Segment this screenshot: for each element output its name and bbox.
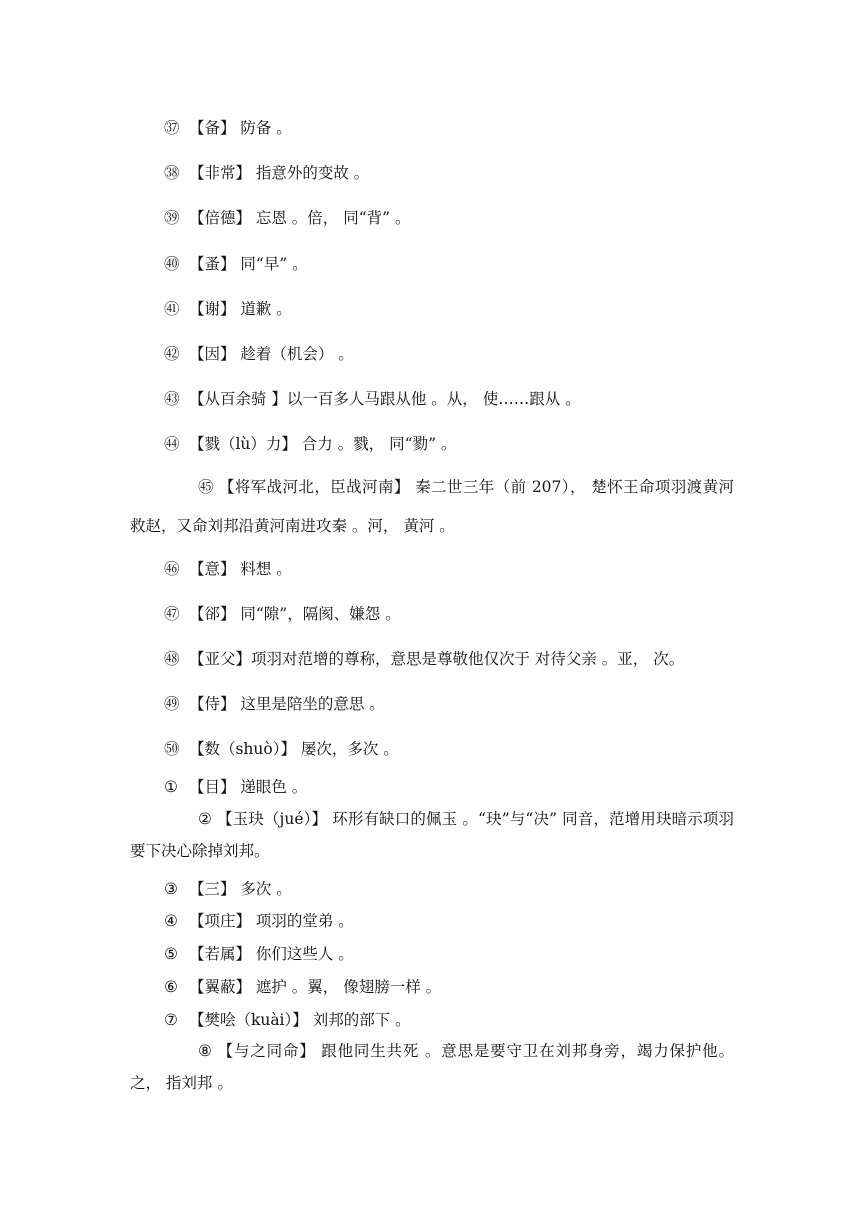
note-text: 【戮（lù）力】 合力 。戮， 同“勠” 。 <box>188 435 457 453</box>
note-text: 【三】 多次 。 <box>188 880 292 898</box>
note-number: ① <box>164 778 178 796</box>
note-number: ㊵ <box>164 255 180 273</box>
note-39 <box>130 206 734 228</box>
note-50 <box>130 737 734 759</box>
note-3 <box>130 877 734 899</box>
note-text: 【从百余骑 】以一百多人马跟从他 。从， 使……跟从 。 <box>188 390 581 408</box>
note-text: 【数（shuò）】 屡次，多次 。 <box>188 740 399 758</box>
note-number: ㊻ <box>164 560 180 578</box>
note-text: 【亚父】项羽对范增的尊称，意思是尊敬他仅次于 对待父亲 。亚， 次。 <box>188 650 685 668</box>
note-text: 【将军战河北，臣战河南】 秦二世三年（前 207）， 楚怀王命项羽渡黄河救赵，又命刘邦沿黄河南进攻秦 。河， 黄河 。 <box>130 478 734 535</box>
note-number: ③ <box>164 880 178 898</box>
note-40 <box>130 252 734 274</box>
note-text: 【蚤】 同“早” 。 <box>188 255 308 273</box>
note-6 <box>130 975 734 997</box>
note-number: ㊴ <box>164 209 180 227</box>
note-number: ⑦ <box>164 1011 178 1029</box>
note-number: ⑤ <box>164 945 178 963</box>
note-47 <box>130 602 734 624</box>
note-38 <box>130 161 734 183</box>
note-number: ㊳ <box>164 164 180 182</box>
note-text: 【因】 趁着（机会） 。 <box>188 345 354 363</box>
note-number: ㊽ <box>164 650 180 668</box>
note-37 <box>130 116 734 138</box>
note-text: 【项庄】 项羽的堂弟 。 <box>188 912 354 930</box>
note-4 <box>130 909 734 931</box>
note-46 <box>130 557 734 579</box>
note-number: ㊼ <box>164 605 180 623</box>
note-number: ⑧ <box>198 1042 212 1060</box>
note-number: ㊹ <box>164 435 180 453</box>
note-text: 【玉玦（jué）】 环形有缺口的佩玉 。“玦”与“决” 同音，范增用玦暗示项羽要下决心除掉刘邦。 <box>130 810 734 860</box>
note-text: 【备】 防备 。 <box>188 119 292 137</box>
note-number: ㊲ <box>164 119 180 137</box>
note-45 <box>130 468 734 546</box>
note-number: ㊶ <box>164 300 180 318</box>
note-number: ㊺ <box>198 478 214 496</box>
note-number: ⑥ <box>164 978 178 996</box>
note-text: 【若属】 你们这些人 。 <box>188 945 354 963</box>
note-text: 【非常】 指意外的变故 。 <box>188 164 370 182</box>
note-5 <box>130 942 734 964</box>
note-41 <box>130 297 734 319</box>
note-text: 【翼蔽】 遮护 。翼， 像翅膀一样 。 <box>188 978 442 996</box>
note-text: 【侍】 这里是陪坐的意思 。 <box>188 695 385 713</box>
note-text: 【目】 递眼色 。 <box>188 778 308 796</box>
note-number: ② <box>198 810 212 828</box>
note-text: 【谢】 道歉 。 <box>188 300 292 318</box>
note-49 <box>130 692 734 714</box>
note-8 <box>130 1035 734 1099</box>
note-44 <box>130 432 734 454</box>
note-2 <box>130 803 734 867</box>
note-number: ㊿ <box>164 740 180 758</box>
note-42 <box>130 342 734 364</box>
note-number: ㊷ <box>164 345 180 363</box>
note-text: 【樊哙（kuài）】 刘邦的部下 。 <box>188 1011 411 1029</box>
note-text: 【与之同命】 跟他同生共死 。意思是要守卫在刘邦身旁，竭力保护他。之， 指刘邦 。 <box>130 1042 734 1092</box>
note-text: 【意】 料想 。 <box>188 560 292 578</box>
note-number: ㊾ <box>164 695 180 713</box>
note-48 <box>130 647 734 669</box>
note-1 <box>130 775 734 797</box>
note-text: 【郤】 同“隙”，隔阂、嫌怨 。 <box>188 605 401 623</box>
note-number: ④ <box>164 912 178 930</box>
note-43 <box>130 387 734 409</box>
note-7 <box>130 1008 734 1030</box>
note-text: 【倍德】 忘恩 。倍， 同“背” 。 <box>188 209 411 227</box>
note-number: ㊸ <box>164 390 180 408</box>
